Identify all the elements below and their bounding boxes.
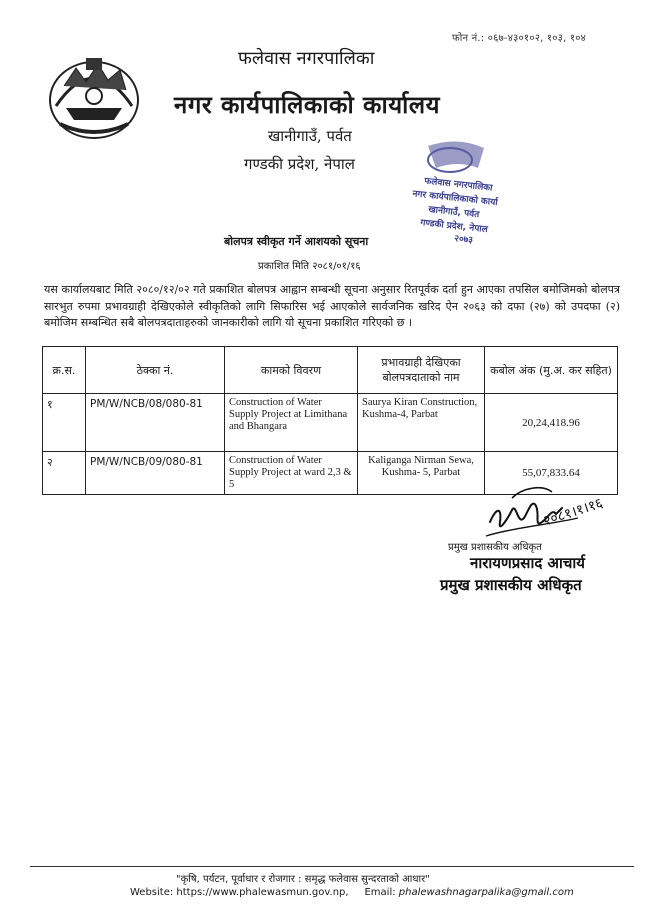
handwritten-signature: [482, 478, 612, 548]
email-label: Email:: [364, 887, 396, 898]
address-line-2: गण्डकी प्रदेश, नेपाल: [244, 155, 355, 173]
address-line-1: खानीगाउँ, पर्वत: [268, 127, 352, 145]
row-contract-no: PM/W/NCB/09/080-81: [86, 452, 225, 495]
svg-text:२०७३: २०७३: [453, 233, 474, 246]
header-sn: क्र.स.: [43, 347, 86, 394]
table-row: [43, 394, 618, 452]
header-amount: कबोल अंक (मु.अ. कर सहित): [485, 347, 618, 394]
svg-text:खानीगाउँ, पर्वत: खानीगाउँ, पर्वत: [427, 204, 480, 221]
bid-table: [42, 346, 618, 495]
table-header-row: [43, 347, 618, 394]
notice-body: यस कार्यालयबाट मिति २०८०/१२/०२ गते प्रकाशित बोलपत्र आह्वान सम्बन्धी सूचना अनुसार रितपूर्वक दर्ता हुन आएका तपसिल बमोजिमको बोलपत्र सारभुत रुपमा प्रभावग्राही देखिएकोले स्वीकृतिको लागि सिफारिस भई आएकोले सार्वजनिक खरिद ऐन २०६३ को दफा (२७) को उपदफा (२) बमोजिम सम्बन्धित सबै बोलपत्रदाताहरुको जानकारीको लागि यो सूचना प्रकाशित गरिएको छ ।: [44, 283, 620, 329]
svg-text:फलेवास नगरपालिका: फलेवास नगरपालिका: [423, 176, 493, 194]
row-bidder: Kaliganga Nirman Sewa, Kushma- 5, Parbat: [358, 452, 485, 495]
row-contract-no: PM/W/NCB/08/080-81: [86, 394, 225, 452]
official-stamp: [388, 138, 524, 248]
row-description: Construction of Water Supply Project at Limithana and Bhangara: [225, 394, 358, 452]
footer-contact: [130, 887, 574, 898]
footer-motto: "कृषि, पर्यटन, पूर्वाधार र रोजगार : समृद्ध फलेवास सुन्दरताको आधार": [176, 874, 430, 885]
row-description: Construction of Water Supply Project at ward 2,3 & 5: [225, 452, 358, 495]
office-name: नगर कार्यपालिकाको कार्यालय: [174, 90, 441, 119]
header-description: कामको विवरण: [225, 347, 358, 394]
row-sn: १: [43, 394, 86, 452]
email-link[interactable]: phalewashnagarpalika@gmail.com: [398, 887, 574, 898]
officer-name: नारायणप्रसाद आचार्य: [470, 554, 585, 572]
phone-number: फोन नं.: ०६७-४३०१०२, १०३, १०४: [452, 33, 587, 44]
row-sn: २: [43, 452, 86, 495]
website-label: Website:: [130, 887, 174, 898]
row-amount: 55,07,833.64: [485, 452, 618, 495]
website-link[interactable]: https://www.phalewasmun.gov.np,: [176, 887, 349, 898]
officer-title: प्रमुख प्रशासकीय अधिकृत: [440, 576, 582, 594]
svg-text:२०८१।१।१६: २०८१।१।१६: [541, 495, 605, 530]
notice-title: बोलपत्र स्वीकृत गर्ने आशयको सूचना: [224, 235, 369, 248]
nepal-emblem-logo: [46, 56, 142, 142]
row-amount: 20,24,418.96: [485, 394, 618, 452]
svg-text:नगर कार्यपालिकाको कार्या: नगर कार्यपालिकाको कार्या: [411, 189, 499, 209]
row-bidder: Saurya Kiran Construction, Kushma-4, Parbat: [358, 394, 485, 452]
footer-divider: [30, 866, 634, 867]
header-contract-no: ठेक्का नं.: [86, 347, 225, 394]
published-date: प्रकाशित मिति २०८१/०१/१६: [258, 261, 361, 272]
municipality-name: फलेवास नगरपालिका: [238, 48, 375, 69]
header-bidder: प्रभावग्राही देखिएका बोलपत्रदाताको नाम: [358, 347, 485, 394]
svg-text:गण्डकी प्रदेश, नेपाल: गण्डकी प्रदेश, नेपाल: [419, 218, 489, 236]
signature-caption: प्रमुख प्रशासकीय अधिकृत: [448, 542, 542, 553]
